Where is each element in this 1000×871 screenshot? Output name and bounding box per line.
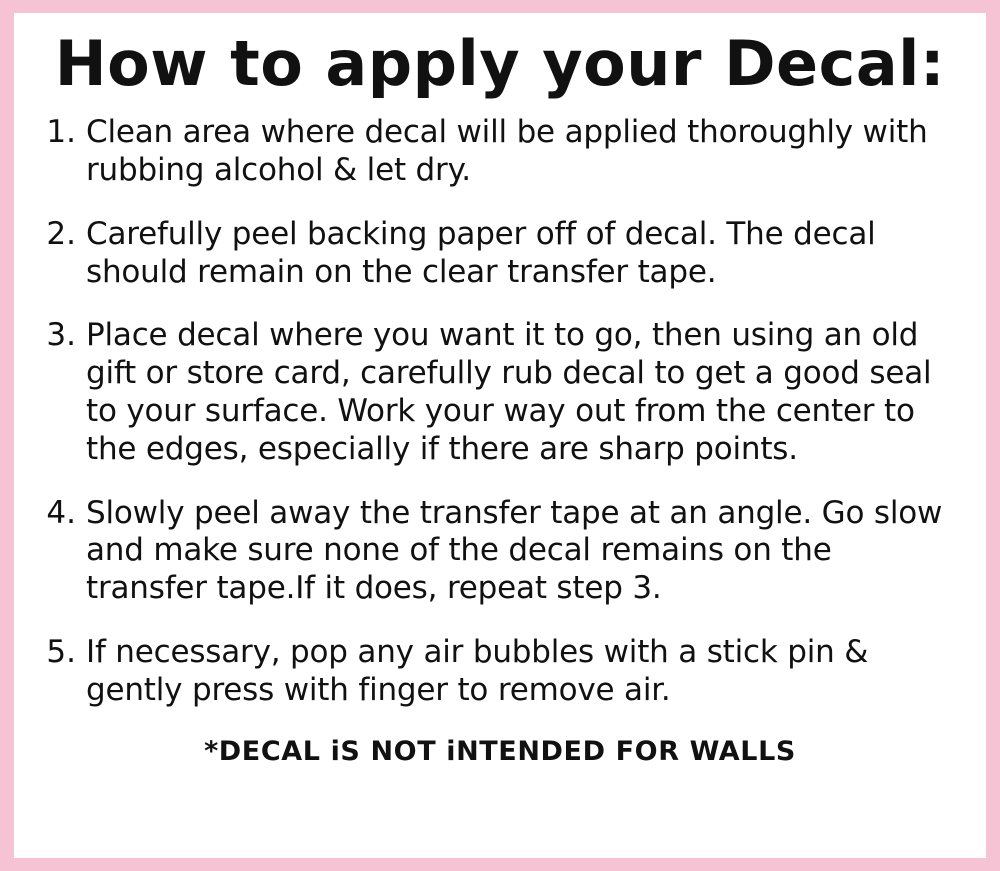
card-inner (14, 13, 986, 767)
steps-list (40, 114, 960, 710)
list-item (40, 495, 960, 608)
step-number: 2. (46, 215, 76, 252)
list-item (40, 634, 960, 710)
list-item (40, 216, 960, 292)
step-text: Clean area where decal will be applied thoroughly with rubbing alcohol & let dry. (86, 114, 928, 188)
instruction-card (14, 13, 986, 858)
page-title: How to apply your Decal: (54, 27, 946, 100)
step-text: Slowly peel away the transfer tape at an angle. Go slow and make sure none of the decal remains on the transfer tape.If it does, repeat step 3. (86, 494, 943, 607)
step-number: 3. (46, 317, 76, 354)
step-text: If necessary, pop any air bubbles with a stick pin & gently press with finger to remove air. (86, 634, 869, 708)
step-number: 5. (46, 634, 76, 671)
footnote: *DECAL iS NOT iNTENDED FOR WALLS (204, 735, 796, 767)
list-item (40, 114, 960, 190)
step-number: 4. (46, 494, 76, 531)
list-item (40, 317, 960, 468)
step-number: 1. (46, 114, 76, 151)
step-text: Place decal where you want it to go, then using an old gift or store card, carefully rub decal to get a good seal to your surface. Work your way out from the center to the edges, especially if there are sharp points. (86, 317, 932, 467)
step-text: Carefully peel backing paper off of decal. The decal should remain on the clear transfer tape. (86, 215, 876, 290)
